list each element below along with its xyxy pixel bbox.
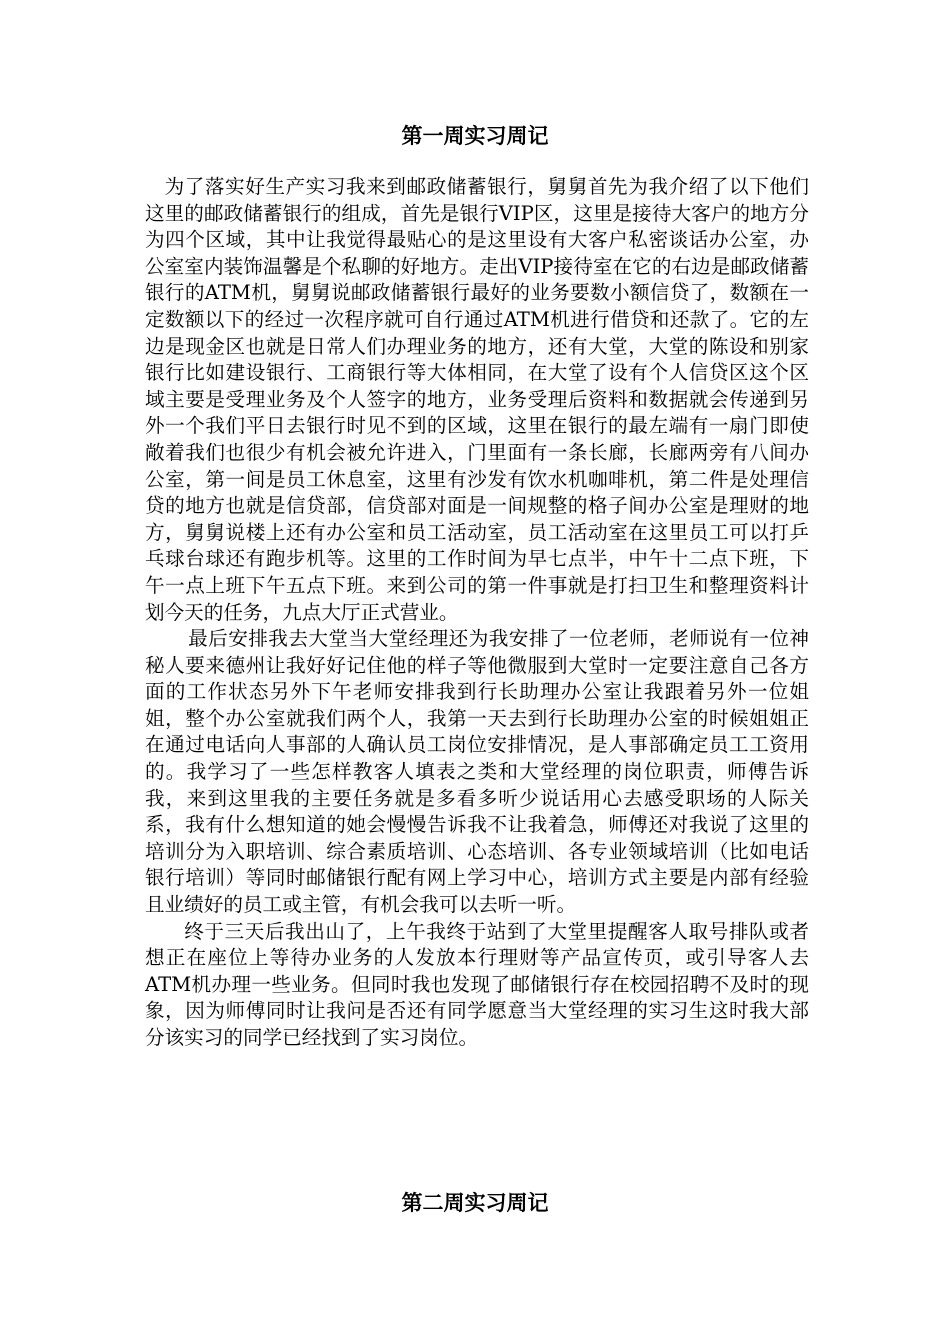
- week2-title: 第二周实习周记: [401, 1190, 549, 1215]
- week1-title: 第一周实习周记: [401, 123, 549, 148]
- week1-body: [145, 174, 809, 1052]
- paragraph-1: 为了落实好生产实习我来到邮政储蓄银行，舅舅首先为我介绍了以下他们这里的邮政储蓄银行的组成，首先是银行VIP区，这里是接待大客户的地方分为四个区域，其中让我觉得最贴心的是这里设有大客户私密谈话办公室，办公室室内装饰温馨是个私聊的好地方。走出VIP接待室在它的右边是邮政储蓄银行的ATM机，舅舅说邮政储蓄银行最好的业务要数小额信贷了，数额在一定数额以下的经过一次程序就可自行通过ATM机进行借贷和还款了。它的左边是现金区也就是日常人们办理业务的地方，还有大堂，大堂的陈设和别家银行比如建设银行、工商银行等大体相同，在大堂了设有个人信贷区这个区域主要是受理业务及个人签字的地方，业务受理后资料和数据就会传递到另外一个我们平日去银行时见不到的区域，这里在银行的最左端有一扇门即使敞着我们也很少有机会被允许进入，门里面有一条长廊，长廊两旁有八间办公室，第一间是员工休息室，这里有沙发有饮水机咖啡机，第二件是处理信贷的地方也就是信贷部，信贷部对面是一间规整的格子间办公室是理财的地方，舅舅说楼上还有办公室和员工活动室，员工活动室在这里员工可以打乒乓球台球还有跑步机等。这里的工作时间为早七点半，中午十二点下班，下午一点上班下午五点下班。来到公司的第一件事就是打扫卫生和整理资料计划今天的任务，九点大厅正式营业。: [145, 175, 809, 624]
- paragraph-3: 终于三天后我出山了，上午我终于站到了大堂里提醒客人取号排队或者想正在座位上等待办业务的人发放本行理财等产品宣传页，或引导客人去ATM机办理一些业务。但同时我也发现了邮储银行存在校园招聘不及时的现象，因为师傅同时让我问是否还有同学愿意当大堂经理的实习生这时我大部分该实习的同学已经找到了实习岗位。: [145, 919, 809, 1049]
- paragraph-2: 最后安排我去大堂当大堂经理还为我安排了一位老师，老师说有一位神秘人要来德州让我好好记住他的样子等他微服到大堂时一定要注意自己各方面的工作状态另外下午老师安排我到行长助理办公室让我跟着另外一位姐姐，整个办公室就我们两个人，我第一天去到行长助理办公室的时候姐姐正在通过电话向人事部的人确认员工岗位安排情况，是人事部确定员工工资用的。我学习了一些怎样教客人填表之类和大堂经理的岗位职责，师傅告诉我，来到这里我的主要任务就是多看多听少说话用心去感受职场的人际关系，我有什么想知道的她会慢慢告诉我不让我着急，师傅还对我说了这里的培训分为入职培训、综合素质培训、心态培训、各专业领域培训（比如电话银行培训）等同时邮储银行配有网上学习中心，培训方式主要是内部有经验且业绩好的员工或主管，有机会我可以去听一听。: [145, 627, 809, 917]
